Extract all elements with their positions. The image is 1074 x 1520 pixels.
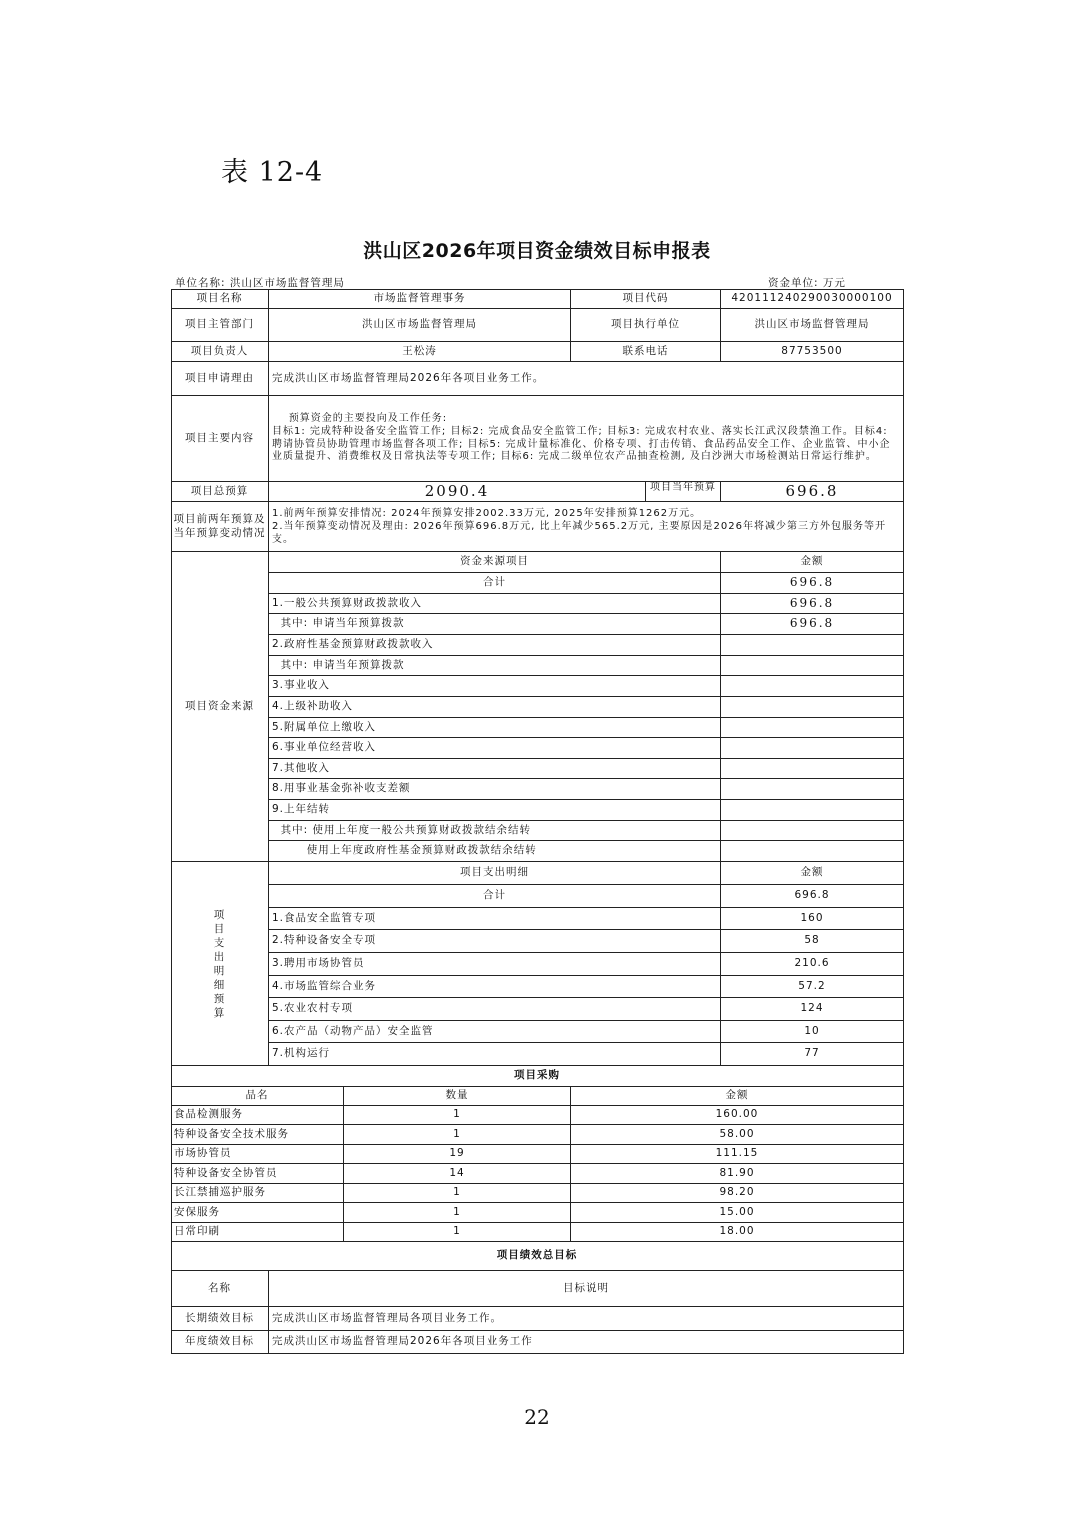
money-unit: 资金单位: 万元: [768, 277, 846, 289]
procurement-item-amount: 81.90: [571, 1164, 904, 1184]
procurement-item-amount: 18.00: [571, 1223, 904, 1242]
funding-amount: [721, 697, 904, 718]
project-name-value: 市场监督管理事务: [269, 289, 571, 309]
reason-value: 完成洪山区市场监督管理局2026年各项目业务工作。: [269, 362, 904, 396]
funding-amount: 696.8: [721, 573, 904, 594]
exec-unit-value: 洪山区市场监督管理局: [721, 309, 904, 342]
funding-item: 使用上年度政府性基金预算财政拨款结余结转: [269, 841, 721, 862]
form-title: 洪山区2026年项目资金绩效目标申报表: [363, 240, 711, 262]
funding-amount: [721, 821, 904, 841]
exec-unit-label: 项目执行单位: [571, 309, 721, 342]
procurement-item-amount: 58.00: [571, 1125, 904, 1145]
expense-amount: 77: [721, 1043, 904, 1066]
funding-item: 7.其他收入: [269, 759, 721, 779]
content-label: 项目主要内容: [171, 396, 269, 482]
performance-col-name: 名称: [171, 1271, 269, 1307]
budget-change-value: 1.前两年预算安排情况: 2024年预算安排2002.33万元, 2025年安排预算1262万元。 2.当年预算变动情况及理由: 2026年预算696.8万元, 比上年减少565.2万元, 主要原因是2026年将减少第三方外包服务等开支。: [269, 502, 904, 552]
procurement-item-qty: 14: [344, 1164, 571, 1184]
phone-label: 联系电话: [571, 342, 721, 362]
funding-amount: [721, 635, 904, 656]
owner-label: 项目负责人: [171, 342, 269, 362]
funding-amount: [721, 841, 904, 862]
procurement-item-qty: 1: [344, 1223, 571, 1242]
project-code-value: 420111240290030000100: [721, 289, 904, 309]
expense-amount: 58: [721, 930, 904, 953]
funding-amount: [721, 779, 904, 800]
dept-value: 洪山区市场监督管理局: [269, 309, 571, 342]
funding-amount: [721, 800, 904, 821]
funding-amount: [721, 738, 904, 759]
owner-value: 王松涛: [269, 342, 571, 362]
funding-amount: [721, 656, 904, 676]
procurement-title: 项目采购: [171, 1066, 904, 1087]
expense-item: 2.特种设备安全专项: [269, 930, 721, 953]
procurement-item-name: 特种设备安全协管员: [171, 1164, 344, 1184]
expense-detail-label: 项 目 支 出 明 细 预 算: [171, 862, 269, 1066]
procurement-item-name: 安保服务: [171, 1203, 344, 1223]
funding-item: 4.上级补助收入: [269, 697, 721, 718]
performance-goal-name: 长期绩效目标: [171, 1307, 269, 1331]
funding-amount: 696.8: [721, 594, 904, 614]
procurement-item-name: 食品检测服务: [171, 1106, 344, 1125]
procurement-item-qty: 1: [344, 1184, 571, 1203]
reason-label: 项目申请理由: [171, 362, 269, 396]
procurement-col-amount: 金额: [571, 1087, 904, 1106]
project-code-label: 项目代码: [571, 289, 721, 309]
procurement-item-name: 长江禁捕巡护服务: [171, 1184, 344, 1203]
procurement-col-name: 品名: [171, 1087, 344, 1106]
performance-goal-desc: 完成洪山区市场监督管理局各项目业务工作。: [269, 1307, 904, 1331]
procurement-item-name: 特种设备安全技术服务: [171, 1125, 344, 1145]
funding-item: 其中: 申请当年预算拨款: [269, 656, 721, 676]
funding-item: 1.一般公共预算财政拨款收入: [269, 594, 721, 614]
expense-item: 5.农业农村专项: [269, 998, 721, 1021]
procurement-item-qty: 1: [344, 1125, 571, 1145]
funding-amount: [721, 718, 904, 738]
performance-title: 项目绩效总目标: [171, 1242, 904, 1271]
budget-change-label: 项目前两年预算及当年预算变动情况: [171, 502, 269, 552]
year-budget-label: 项目当年预算: [646, 482, 721, 502]
procurement-item-name: 市场协管员: [171, 1145, 344, 1164]
total-budget-value: 2090.4: [269, 482, 646, 502]
funding-item: 合计: [269, 573, 721, 594]
funding-amount: [721, 759, 904, 779]
expense-amount: 210.6: [721, 953, 904, 976]
procurement-item-qty: 1: [344, 1106, 571, 1125]
procurement-item-amount: 98.20: [571, 1184, 904, 1203]
funding-item: 9.上年结转: [269, 800, 721, 821]
page-number: 22: [524, 1405, 550, 1429]
funding-item: 3.事业收入: [269, 676, 721, 697]
content-value: 预算资金的主要投向及工作任务: 目标1: 完成特种设备安全监管工作; 目标2: 完成食品安全监管工作; 目标3: 完成农村农业、落实长江武汉段禁渔工作。目标4: 聘请协管员协助管理市场监督各项工作; 目标5: 完成计量标准化、价格专项、打击传销、食品药品安全工作、企业监管、中小企业质量提升、消费维权及日常执法等专项工作; 目标6: 完成二级单位农产品抽查检测, 及白沙洲大市场检测站日常运行维护。: [269, 396, 904, 482]
funding-source-label: 项目资金来源: [171, 552, 269, 862]
funding-amount: [721, 676, 904, 697]
funding-amount: 696.8: [721, 614, 904, 635]
procurement-item-qty: 1: [344, 1203, 571, 1223]
expense-item: 3.聘用市场协管员: [269, 953, 721, 976]
procurement-col-qty: 数量: [344, 1087, 571, 1106]
procurement-item-name: 日常印刷: [171, 1223, 344, 1242]
procurement-item-amount: 160.00: [571, 1106, 904, 1125]
procurement-item-amount: 111.15: [571, 1145, 904, 1164]
expense-amount: 160: [721, 908, 904, 930]
funding-item: 6.事业单位经营收入: [269, 738, 721, 759]
performance-col-desc: 目标说明: [269, 1271, 904, 1307]
expense-amount: 696.8: [721, 885, 904, 908]
dept-label: 项目主管部门: [171, 309, 269, 342]
funding-item: 8.用事业基金弥补收支差额: [269, 779, 721, 800]
performance-goal-name: 年度绩效目标: [171, 1331, 269, 1354]
performance-goal-desc: 完成洪山区市场监督管理局2026年各项目业务工作: [269, 1331, 904, 1354]
expense-col-item: 项目支出明细: [269, 862, 721, 885]
expense-item: 4.市场监管综合业务: [269, 976, 721, 998]
project-name-label: 项目名称: [171, 289, 269, 309]
expense-item: 1.食品安全监管专项: [269, 908, 721, 930]
unit-name: 单位名称: 洪山区市场监督管理局: [175, 277, 345, 289]
procurement-item-amount: 15.00: [571, 1203, 904, 1223]
funding-col-amount: 金额: [721, 552, 904, 573]
expense-amount: 10: [721, 1021, 904, 1043]
phone-value: 87753500: [721, 342, 904, 362]
total-budget-label: 项目总预算: [171, 482, 269, 502]
funding-item: 其中: 使用上年度一般公共预算财政拨款结余结转: [269, 821, 721, 841]
funding-item: 其中: 申请当年预算拨款: [269, 614, 721, 635]
funding-col-item: 资金来源项目: [269, 552, 721, 573]
table-number: 表 12-4: [221, 157, 324, 188]
funding-item: 5.附属单位上缴收入: [269, 718, 721, 738]
expense-col-amount: 金额: [721, 862, 904, 885]
procurement-item-qty: 19: [344, 1145, 571, 1164]
expense-item: 6.农产品（动物产品）安全监管: [269, 1021, 721, 1043]
expense-amount: 57.2: [721, 976, 904, 998]
funding-item: 2.政府性基金预算财政拨款收入: [269, 635, 721, 656]
expense-item: 合计: [269, 885, 721, 908]
expense-item: 7.机构运行: [269, 1043, 721, 1066]
expense-amount: 124: [721, 998, 904, 1021]
performance-form-table: [171, 289, 904, 1354]
year-budget-value: 696.8: [721, 482, 904, 502]
